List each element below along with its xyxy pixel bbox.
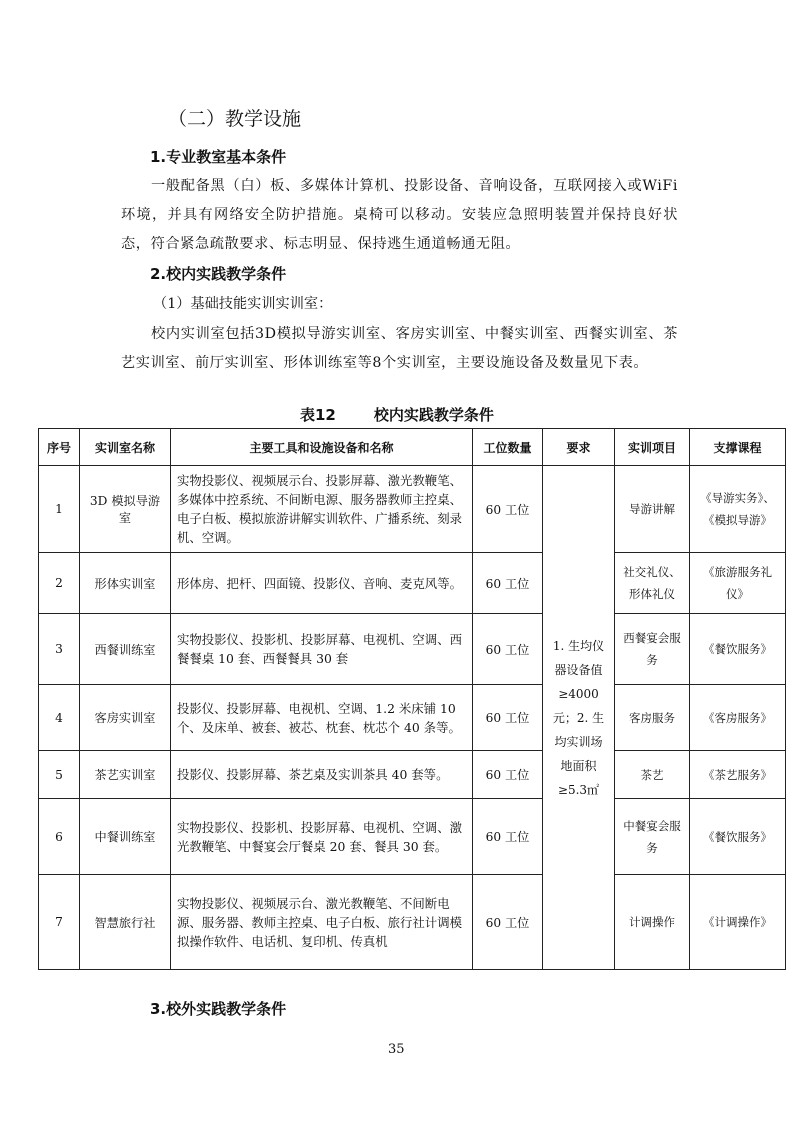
cell-equipment: 实物投影仪、投影机、投影屏幕、电视机、空调、激光教鞭笔、中餐宴会厅餐桌 20 套、餐具 30 套。 [171, 799, 473, 875]
header-seats: 工位数量 [473, 429, 543, 466]
cell-course: 《计调操作》 [690, 875, 786, 970]
cell-course: 《茶艺服务》 [690, 751, 786, 799]
cell-equipment: 投影仪、投影屏幕、茶艺桌及实训茶具 40 套等。 [171, 751, 473, 799]
table-row [39, 751, 786, 799]
cell-project: 导游讲解 [615, 466, 690, 553]
page-number: 35 [388, 1042, 405, 1057]
cell-room: 中餐训练室 [80, 799, 171, 875]
cell-room: 智慧旅行社 [80, 875, 171, 970]
cell-project: 西餐宴会服务 [615, 614, 690, 685]
cell-no: 5 [39, 751, 80, 799]
cell-equipment: 形体房、把杆、四面镜、投影仪、音响、麦克风等。 [171, 553, 473, 614]
table-row [39, 553, 786, 614]
table-row [39, 875, 786, 970]
paragraph-labs: 校内实训室包括3D模拟导游实训室、客房实训室、中餐实训室、西餐实训室、茶艺实训室、前厅实训室、形体训练室等8个实训室，主要设施设备及数量见下表。 [121, 326, 678, 371]
cell-room: 形体实训室 [80, 553, 171, 614]
subsection-title-1: 1.专业教室基本条件 [150, 148, 287, 166]
header-no: 序号 [39, 429, 80, 466]
header-project: 实训项目 [615, 429, 690, 466]
cell-no: 7 [39, 875, 80, 970]
header-requirement: 要求 [543, 429, 615, 466]
subsection-title-2: 2.校内实践教学条件 [150, 265, 287, 283]
cell-course: 《导游实务》、《模拟导游》 [690, 466, 786, 553]
cell-equipment: 实物投影仪、视频展示台、激光教鞭笔、不间断电源、服务器、教师主控桌、电子白板、旅行社计调模拟操作软件、电话机、复印机、传真机 [171, 875, 473, 970]
table-row [39, 685, 786, 751]
cell-course: 《餐饮服务》 [690, 799, 786, 875]
cell-seats: 60 工位 [473, 685, 543, 751]
cell-seats: 60 工位 [473, 614, 543, 685]
cell-seats: 60 工位 [473, 875, 543, 970]
section-title: （二）教学设施 [168, 108, 302, 130]
item-heading-basic-skills: （1）基础技能实训实训室： [153, 296, 333, 312]
lab-table [38, 428, 786, 970]
cell-course: 《旅游服务礼仪》 [690, 553, 786, 614]
cell-project: 社交礼仪、形体礼仪 [615, 553, 690, 614]
table-header-row [39, 429, 786, 466]
paragraph-classroom: 一般配备黑（白）板、多媒体计算机、投影设备、音响设备，互联网接入或WiFi环境，并具有网络安全防护措施。桌椅可以移动。安装应急照明装置并保持良好状态，符合紧急疏散要求、标志明显、保持逃生通道畅通无阻。 [121, 178, 678, 252]
table-row [39, 466, 786, 553]
cell-seats: 60 工位 [473, 553, 543, 614]
cell-project: 客房服务 [615, 685, 690, 751]
cell-room: 客房实训室 [80, 685, 171, 751]
cell-no: 2 [39, 553, 80, 614]
cell-room: 茶艺实训室 [80, 751, 171, 799]
cell-course: 《客房服务》 [690, 685, 786, 751]
cell-room: 3D 模拟导游室 [80, 466, 171, 553]
cell-no: 1 [39, 466, 80, 553]
subsection-title-3: 3.校外实践教学条件 [150, 1000, 287, 1018]
header-equipment: 主要工具和设施设备和名称 [171, 429, 473, 466]
header-course: 支撑课程 [690, 429, 786, 466]
cell-course: 《餐饮服务》 [690, 614, 786, 685]
cell-no: 3 [39, 614, 80, 685]
cell-project: 茶艺 [615, 751, 690, 799]
cell-room: 西餐训练室 [80, 614, 171, 685]
header-room: 实训室名称 [80, 429, 171, 466]
cell-equipment: 实物投影仪、视频展示台、投影屏幕、激光教鞭笔、多媒体中控系统、不间断电源、服务器教师主控桌、电子白板、模拟旅游讲解实训软件、广播系统、刻录机、空调。 [171, 466, 473, 553]
cell-equipment: 实物投影仪、投影机、投影屏幕、电视机、空调、西餐餐桌 10 套、西餐餐具 30 套 [171, 614, 473, 685]
cell-equipment: 投影仪、投影屏幕、电视机、空调、1.2 米床铺 10 个、及床单、被套、被芯、枕套、枕芯个 40 条等。 [171, 685, 473, 751]
table-caption-number: 表12 [300, 406, 336, 424]
cell-seats: 60 工位 [473, 799, 543, 875]
table-caption [300, 404, 494, 425]
cell-no: 4 [39, 685, 80, 751]
cell-project: 中餐宴会服务 [615, 799, 690, 875]
cell-requirement: 1. 生均仪器设备值≥4000元；2. 生均实训场地面积≥5.3㎡ [543, 466, 615, 970]
cell-seats: 60 工位 [473, 751, 543, 799]
table-caption-title: 校内实践教学条件 [373, 406, 494, 424]
cell-seats: 60 工位 [473, 466, 543, 553]
table-row [39, 614, 786, 685]
cell-no: 6 [39, 799, 80, 875]
cell-project: 计调操作 [615, 875, 690, 970]
table-row [39, 799, 786, 875]
